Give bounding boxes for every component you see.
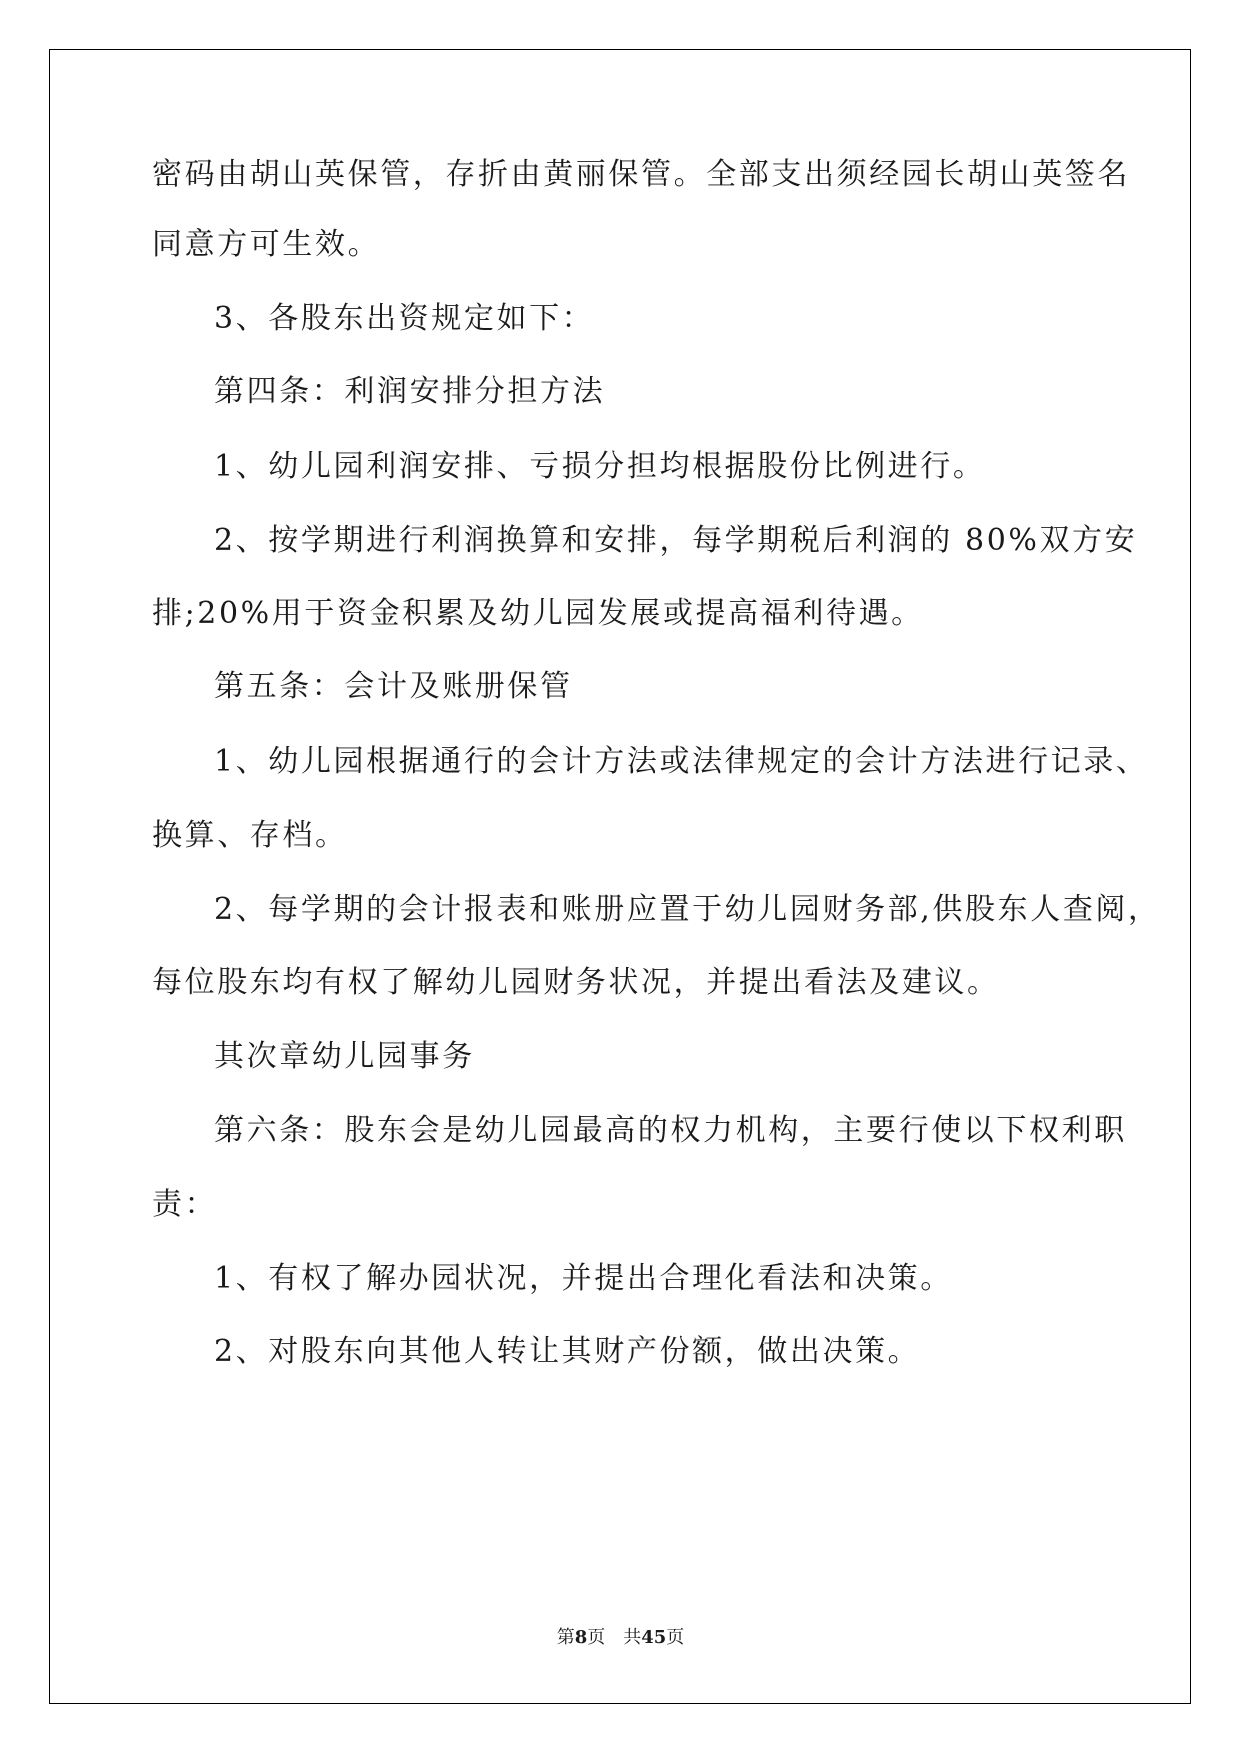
text-line: 1、幼儿园利润安排、亏损分担均根据股份比例进行。 (214, 449, 986, 484)
page-total-number: 45 (641, 1627, 667, 1648)
text-line: 排;20%用于资金积累及幼儿园发展或提高福利待遇。 (152, 596, 924, 631)
text-line: 责： (152, 1187, 218, 1222)
text-line: 3、各股东出资规定如下： (214, 301, 595, 336)
page-prefix: 第 (556, 1627, 575, 1648)
page-border (49, 49, 1191, 1704)
text-line: 换算、存档。 (152, 818, 348, 853)
text-line: 2、每学期的会计报表和账册应置于幼儿园财务部,供股东人查阅， (214, 892, 1161, 927)
page-mid: 页 共 (587, 1627, 642, 1648)
text-line: 同意方可生效。 (152, 227, 381, 262)
page-suffix: 页 (666, 1627, 685, 1648)
chapter-heading: 其次章幼儿园事务 (214, 1039, 475, 1074)
section-heading: 第四条：利润安排分担方法 (214, 374, 606, 409)
text-line: 1、有权了解办园状况，并提出合理化看法和决策。 (214, 1261, 953, 1296)
page-current-number: 8 (574, 1627, 588, 1648)
text-line: 密码由胡山英保管，存折由黄丽保管。全部支出须经园长胡山英签名 (152, 157, 1130, 192)
text-line: 1、幼儿园根据通行的会计方法或法律规定的会计方法进行记录、 (214, 744, 1149, 779)
page-footer (0, 1627, 1241, 1649)
text-line: 每位股东均有权了解幼儿园财务状况，并提出看法及建议。 (152, 965, 1000, 1000)
text-line: 2、对股东向其他人转让其财产份额，做出决策。 (214, 1334, 921, 1369)
section-heading: 第五条：会计及账册保管 (214, 669, 573, 704)
text-line: 2、按学期进行利润换算和安排，每学期税后利润的 80%双方安 (214, 523, 1138, 558)
section-heading: 第六条：股东会是幼儿园最高的权力机构，主要行使以下权利职 (214, 1113, 1127, 1148)
